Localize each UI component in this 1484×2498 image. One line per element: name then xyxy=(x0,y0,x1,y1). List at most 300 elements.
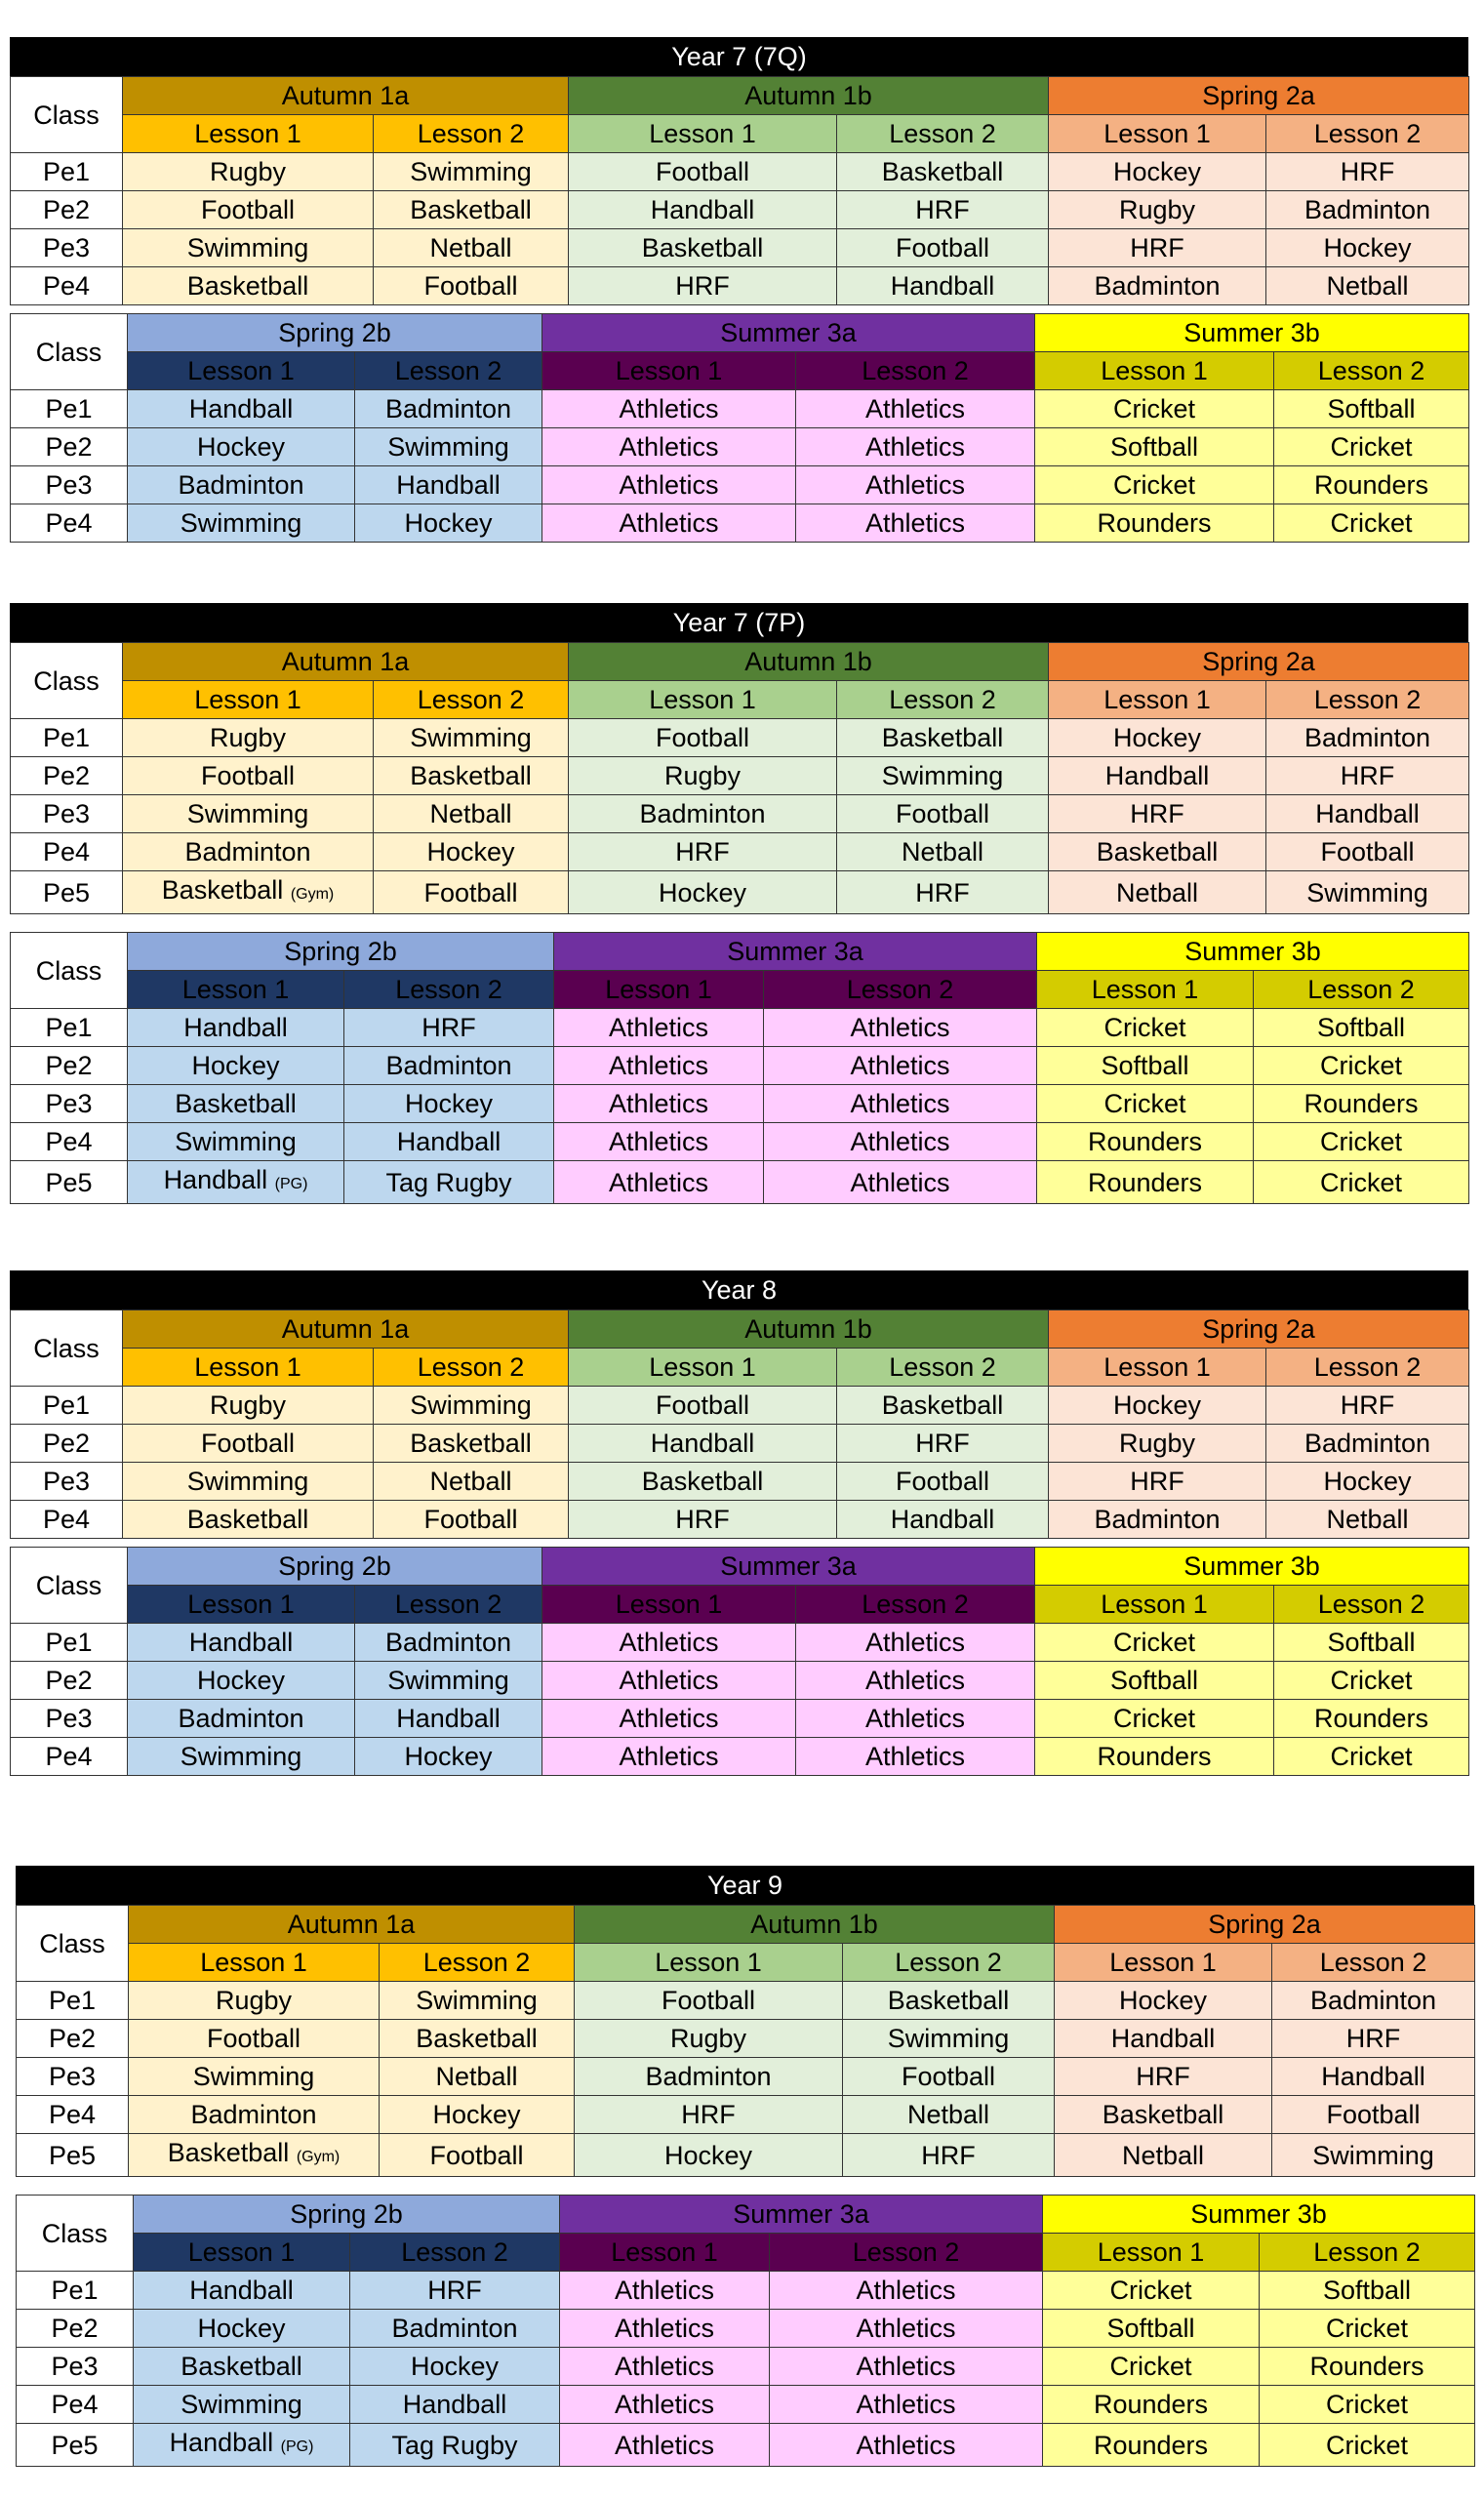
activity-cell: Softball xyxy=(1274,390,1469,428)
lesson-header: Lesson 2 xyxy=(374,681,569,719)
term-header: Spring 2b xyxy=(134,2196,560,2234)
timetable-year7q xyxy=(10,37,1468,543)
activity-cell: Softball xyxy=(1260,2272,1475,2310)
activity-cell: Rounders xyxy=(1274,466,1469,504)
activity-cell: Hockey xyxy=(1049,153,1266,191)
activity-cell: Badminton xyxy=(1272,1982,1475,2020)
activity-cell: Badminton xyxy=(1266,191,1469,229)
activity-cell: Athletics xyxy=(764,1123,1037,1161)
table-row xyxy=(11,1425,1469,1463)
activity-cell: Swimming xyxy=(837,757,1049,795)
activity-cell: Football xyxy=(569,1387,837,1425)
activity-cell: Badminton xyxy=(1266,1425,1469,1463)
table-row xyxy=(11,757,1469,795)
activity-cell: Basketball xyxy=(843,1982,1055,2020)
activity-cell: Netball xyxy=(1266,267,1469,305)
table-row xyxy=(11,191,1469,229)
activity-cell: Hockey xyxy=(575,2134,843,2177)
activity-cell: Basketball xyxy=(374,191,569,229)
table-row xyxy=(17,2310,1475,2348)
activity-name: Handball xyxy=(169,2428,274,2457)
activity-cell: Softball xyxy=(1274,1624,1469,1662)
class-header: Class xyxy=(17,2196,134,2272)
class-label: Pe2 xyxy=(17,2310,134,2348)
lesson-header: Lesson 1 xyxy=(123,681,374,719)
activity-cell: Handball xyxy=(569,1425,837,1463)
activity-cell: Swimming xyxy=(123,795,374,833)
table-row xyxy=(11,1161,1469,1204)
activity-cell: Handball xyxy=(350,2386,560,2424)
activity-cell: Hockey xyxy=(355,1738,542,1776)
lesson-header: Lesson 2 xyxy=(796,352,1035,390)
class-label: Pe2 xyxy=(11,191,123,229)
activity-cell: Athletics xyxy=(542,1738,796,1776)
timetable-year8 xyxy=(10,1270,1468,1776)
table-row xyxy=(11,267,1469,305)
class-label: Pe5 xyxy=(17,2424,134,2467)
timetable-part-2 xyxy=(10,1547,1469,1776)
class-label: Pe4 xyxy=(17,2386,134,2424)
activity-cell: Swimming xyxy=(128,1123,344,1161)
class-label: Pe3 xyxy=(11,466,128,504)
lesson-header: Lesson 2 xyxy=(1254,971,1469,1009)
activity-cell: Hockey xyxy=(569,871,837,914)
activity-cell: Athletics xyxy=(796,466,1035,504)
activity-cell: Hockey xyxy=(134,2310,350,2348)
activity-cell: Cricket xyxy=(1035,390,1274,428)
activity-cell: Athletics xyxy=(560,2424,770,2467)
lesson-header: Lesson 1 xyxy=(134,2234,350,2272)
activity-cell: Athletics xyxy=(560,2348,770,2386)
term-header: Summer 3b xyxy=(1043,2196,1475,2234)
activity-cell: Badminton xyxy=(355,390,542,428)
activity-cell: Rounders xyxy=(1254,1085,1469,1123)
activity-cell: Athletics xyxy=(770,2310,1043,2348)
activity-cell: Athletics xyxy=(764,1085,1037,1123)
activity-cell: Swimming xyxy=(128,504,355,543)
activity-cell: Softball xyxy=(1035,1662,1274,1700)
activity-cell: Football xyxy=(123,1425,374,1463)
lesson-header: Lesson 1 xyxy=(128,971,344,1009)
venue-note: (Gym) xyxy=(296,2149,341,2165)
timetable-year7p xyxy=(10,603,1468,1204)
class-label: Pe5 xyxy=(11,1161,128,1204)
activity-cell: Swimming xyxy=(129,2058,380,2096)
activity-cell: Rounders xyxy=(1035,1738,1274,1776)
lesson-header: Lesson 1 xyxy=(554,971,764,1009)
activity-cell: Cricket xyxy=(1254,1123,1469,1161)
lesson-header: Lesson 1 xyxy=(128,1586,355,1624)
activity-cell: Rugby xyxy=(575,2020,843,2058)
activity-cell: HRF xyxy=(1049,1463,1266,1501)
lesson-header: Lesson 2 xyxy=(374,1349,569,1387)
activity-cell: Basketball xyxy=(123,1501,374,1539)
venue-note: (Gym) xyxy=(290,886,335,903)
table-row xyxy=(11,719,1469,757)
class-label: Pe4 xyxy=(11,504,128,543)
activity-cell: Handball xyxy=(344,1123,554,1161)
activity-cell: HRF xyxy=(1266,153,1469,191)
term-header: Autumn 1a xyxy=(129,1906,575,1944)
term-header: Autumn 1b xyxy=(575,1906,1055,1944)
activity-cell: Softball xyxy=(1254,1009,1469,1047)
activity-cell: Athletics xyxy=(796,390,1035,428)
activity-cell: Handball xyxy=(134,2272,350,2310)
table-row xyxy=(11,1085,1469,1123)
activity-cell: Badminton xyxy=(123,833,374,871)
activity-cell: Athletics xyxy=(796,1700,1035,1738)
class-label: Pe5 xyxy=(11,871,123,914)
activity-cell: Handball xyxy=(837,267,1049,305)
class-header: Class xyxy=(17,1906,129,1982)
activity-cell: Rugby xyxy=(1049,191,1266,229)
activity-cell: Badminton xyxy=(344,1047,554,1085)
activity-cell: Athletics xyxy=(542,428,796,466)
term-header: Summer 3a xyxy=(542,1548,1035,1586)
term-header: Autumn 1b xyxy=(569,643,1049,681)
activity-cell: Athletics xyxy=(796,428,1035,466)
activity-cell: Hockey xyxy=(350,2348,560,2386)
activity-cell: Basketball xyxy=(1055,2096,1272,2134)
activity-cell: Football xyxy=(843,2058,1055,2096)
table-row xyxy=(17,1982,1475,2020)
class-label: Pe3 xyxy=(17,2348,134,2386)
activity-cell: Football xyxy=(374,267,569,305)
activity-cell: Cricket xyxy=(1260,2424,1475,2467)
lesson-header: Lesson 2 xyxy=(837,115,1049,153)
table-row xyxy=(11,153,1469,191)
activity-cell: Handball xyxy=(837,1501,1049,1539)
table-row xyxy=(17,2058,1475,2096)
lesson-header: Lesson 2 xyxy=(837,1349,1049,1387)
lesson-header: Lesson 1 xyxy=(123,115,374,153)
class-header: Class xyxy=(11,643,123,719)
class-label: Pe4 xyxy=(11,1123,128,1161)
table-row xyxy=(17,2272,1475,2310)
table-row xyxy=(11,871,1469,914)
activity-cell: Cricket xyxy=(1043,2348,1260,2386)
lesson-header: Lesson 2 xyxy=(344,971,554,1009)
lesson-header: Lesson 2 xyxy=(1274,1586,1469,1624)
activity-cell: Badminton xyxy=(575,2058,843,2096)
activity-cell: Basketball xyxy=(128,1085,344,1123)
activity-cell: Athletics xyxy=(542,1700,796,1738)
activity-cell: Swimming xyxy=(374,1387,569,1425)
activity-cell: Swimming xyxy=(123,229,374,267)
activity-cell: Netball xyxy=(837,833,1049,871)
venue-note: (PG) xyxy=(274,1176,308,1192)
table-row xyxy=(11,1700,1469,1738)
lesson-header: Lesson 2 xyxy=(1272,1944,1475,1982)
activity-cell: Athletics xyxy=(554,1123,764,1161)
activity-cell: Badminton xyxy=(128,1700,355,1738)
lesson-header: Lesson 2 xyxy=(770,2234,1043,2272)
table-row xyxy=(11,1123,1469,1161)
activity-cell: Handball xyxy=(355,466,542,504)
lesson-header: Lesson 2 xyxy=(1266,681,1469,719)
activity-cell: Football xyxy=(374,1501,569,1539)
table-row xyxy=(11,1387,1469,1425)
timetable-part-1 xyxy=(10,76,1469,305)
timetable-part-1 xyxy=(16,1905,1475,2177)
activity-cell: HRF xyxy=(1272,2020,1475,2058)
lesson-header: Lesson 1 xyxy=(129,1944,380,1982)
activity-cell: Hockey xyxy=(1055,1982,1272,2020)
activity-cell: Athletics xyxy=(554,1047,764,1085)
activity-cell: Handball xyxy=(1266,795,1469,833)
activity-cell: Athletics xyxy=(542,1624,796,1662)
activity-cell: HRF xyxy=(575,2096,843,2134)
activity-cell: Badminton xyxy=(129,2096,380,2134)
activity-cell: Hockey xyxy=(1049,1387,1266,1425)
activity-cell: Hockey xyxy=(380,2096,575,2134)
activity-cell: Athletics xyxy=(796,504,1035,543)
activity-cell: HRF xyxy=(843,2134,1055,2177)
activity-cell: Netball xyxy=(1266,1501,1469,1539)
term-header: Summer 3b xyxy=(1035,1548,1469,1586)
activity-cell: Swimming xyxy=(374,719,569,757)
activity-cell: Football xyxy=(569,153,837,191)
table-row xyxy=(11,466,1469,504)
activity-cell: Hockey xyxy=(128,1662,355,1700)
activity-cell: Cricket xyxy=(1274,1662,1469,1700)
activity-cell: Netball xyxy=(374,1463,569,1501)
activity-cell: Football xyxy=(1266,833,1469,871)
lesson-header: Lesson 2 xyxy=(1260,2234,1475,2272)
term-header: Spring 2b xyxy=(128,314,542,352)
lesson-header: Lesson 1 xyxy=(1055,1944,1272,1982)
activity-cell: Basketball xyxy=(569,229,837,267)
lesson-header: Lesson 2 xyxy=(764,971,1037,1009)
table-row xyxy=(11,1738,1469,1776)
activity-cell: Basketball xyxy=(374,757,569,795)
activity-cell: Basketball xyxy=(123,267,374,305)
table-row xyxy=(17,2386,1475,2424)
lesson-header: Lesson 1 xyxy=(569,1349,837,1387)
class-label: Pe1 xyxy=(17,2272,134,2310)
activity-cell: Cricket xyxy=(1254,1161,1469,1204)
activity-cell: Football xyxy=(575,1982,843,2020)
term-header: Spring 2a xyxy=(1049,77,1469,115)
activity-cell: Athletics xyxy=(560,2310,770,2348)
lesson-header: Lesson 2 xyxy=(837,681,1049,719)
activity-cell: Athletics xyxy=(554,1009,764,1047)
class-label: Pe3 xyxy=(17,2058,129,2096)
table-row xyxy=(17,2348,1475,2386)
activity-cell: Netball xyxy=(1055,2134,1272,2177)
lesson-header: Lesson 1 xyxy=(575,1944,843,1982)
activity-cell: HRF xyxy=(350,2272,560,2310)
table-row xyxy=(11,1501,1469,1539)
table-row xyxy=(11,428,1469,466)
class-header: Class xyxy=(11,933,128,1009)
activity-cell: Cricket xyxy=(1260,2310,1475,2348)
table-row xyxy=(11,390,1469,428)
activity-cell: Football xyxy=(1272,2096,1475,2134)
activity-cell: HRF xyxy=(1266,1387,1469,1425)
activity-cell: Cricket xyxy=(1274,504,1469,543)
term-header: Spring 2a xyxy=(1049,643,1469,681)
activity-cell: HRF xyxy=(569,833,837,871)
activity-cell: Cricket xyxy=(1274,1738,1469,1776)
timetable-part-2 xyxy=(16,2195,1475,2467)
activity-cell: Basketball xyxy=(837,719,1049,757)
class-label: Pe2 xyxy=(11,1425,123,1463)
activity-cell: Athletics xyxy=(796,1738,1035,1776)
lesson-header: Lesson 1 xyxy=(1049,115,1266,153)
activity-cell: Cricket xyxy=(1037,1009,1254,1047)
lesson-header: Lesson 1 xyxy=(1035,352,1274,390)
activity-cell: Badminton xyxy=(569,795,837,833)
class-header: Class xyxy=(11,314,128,390)
activity-cell: Basketball xyxy=(1049,833,1266,871)
activity-cell: Netball xyxy=(843,2096,1055,2134)
term-header: Summer 3b xyxy=(1037,933,1469,971)
activity-cell: Rounders xyxy=(1274,1700,1469,1738)
class-label: Pe4 xyxy=(11,1501,123,1539)
activity-cell: Cricket xyxy=(1035,1624,1274,1662)
activity-cell: Basketball xyxy=(134,2348,350,2386)
class-header: Class xyxy=(11,77,123,153)
activity-cell: Handball xyxy=(569,191,837,229)
activity-cell: HRF xyxy=(837,191,1049,229)
activity-cell: Softball xyxy=(1037,1047,1254,1085)
activity-cell: Cricket xyxy=(1254,1047,1469,1085)
timetable-part-1 xyxy=(10,642,1469,914)
term-header: Autumn 1a xyxy=(123,643,569,681)
activity-cell: Badminton xyxy=(1049,267,1266,305)
activity-cell: Athletics xyxy=(560,2272,770,2310)
activity-cell: HRF xyxy=(569,267,837,305)
activity-cell: Football xyxy=(380,2134,575,2177)
activity-cell: Rugby xyxy=(129,1982,380,2020)
lesson-header: Lesson 1 xyxy=(542,1586,796,1624)
activity-cell: Athletics xyxy=(764,1047,1037,1085)
activity-cell: Athletics xyxy=(560,2386,770,2424)
activity-cell: HRF xyxy=(1049,795,1266,833)
activity-cell: Rounders xyxy=(1043,2386,1260,2424)
activity-cell: Swimming xyxy=(134,2386,350,2424)
activity-name: Handball xyxy=(163,1165,268,1194)
lesson-header: Lesson 1 xyxy=(1049,1349,1266,1387)
activity-cell: Rugby xyxy=(123,719,374,757)
term-header: Spring 2b xyxy=(128,1548,542,1586)
activity-cell: Football xyxy=(837,229,1049,267)
activity-cell: Badminton xyxy=(128,466,355,504)
class-header: Class xyxy=(11,1310,123,1387)
lesson-header: Lesson 1 xyxy=(1035,1586,1274,1624)
lesson-header: Lesson 1 xyxy=(128,352,355,390)
activity-cell: Basketball xyxy=(837,153,1049,191)
activity-cell: Athletics xyxy=(796,1662,1035,1700)
activity-cell: HRF xyxy=(837,871,1049,914)
table-row xyxy=(11,504,1469,543)
activity-cell: Handball xyxy=(1272,2058,1475,2096)
activity-cell: HRF xyxy=(1266,757,1469,795)
activity-cell: Swimming xyxy=(380,1982,575,2020)
activity-cell: Badminton xyxy=(1049,1501,1266,1539)
lesson-header: Lesson 2 xyxy=(1274,352,1469,390)
activity-cell: Basketball xyxy=(837,1387,1049,1425)
class-label: Pe4 xyxy=(11,267,123,305)
activity-cell: HRF xyxy=(1055,2058,1272,2096)
lesson-header: Lesson 2 xyxy=(796,1586,1035,1624)
activity-cell: Athletics xyxy=(764,1161,1037,1204)
activity-cell: Swimming xyxy=(355,428,542,466)
activity-cell: Athletics xyxy=(770,2386,1043,2424)
class-label: Pe2 xyxy=(11,1047,128,1085)
activity-cell: Badminton xyxy=(350,2310,560,2348)
activity-cell: Softball xyxy=(1043,2310,1260,2348)
lesson-header: Lesson 1 xyxy=(569,681,837,719)
activity-cell xyxy=(134,2424,350,2467)
activity-cell: Football xyxy=(129,2020,380,2058)
activity-name: Basketball xyxy=(167,2138,290,2167)
activity-cell: Cricket xyxy=(1035,1700,1274,1738)
timetable-title: Year 7 (7P) xyxy=(10,603,1468,642)
lesson-header: Lesson 2 xyxy=(843,1944,1055,1982)
activity-cell: Hockey xyxy=(1266,229,1469,267)
activity-cell: Cricket xyxy=(1035,466,1274,504)
activity-cell: Handball xyxy=(1049,757,1266,795)
table-row xyxy=(11,229,1469,267)
activity-cell: HRF xyxy=(837,1425,1049,1463)
lesson-header: Lesson 1 xyxy=(1037,971,1254,1009)
term-header: Summer 3b xyxy=(1035,314,1469,352)
class-header: Class xyxy=(11,1548,128,1624)
activity-cell: Cricket xyxy=(1043,2272,1260,2310)
term-header: Spring 2b xyxy=(128,933,554,971)
activity-cell: Badminton xyxy=(355,1624,542,1662)
activity-cell: Football xyxy=(837,1463,1049,1501)
activity-cell xyxy=(129,2134,380,2177)
activity-cell: Swimming xyxy=(1266,871,1469,914)
table-row xyxy=(11,1047,1469,1085)
activity-cell: Football xyxy=(123,191,374,229)
activity-cell: Swimming xyxy=(843,2020,1055,2058)
class-label: Pe4 xyxy=(17,2096,129,2134)
table-row xyxy=(17,2020,1475,2058)
activity-cell: Athletics xyxy=(542,466,796,504)
class-label: Pe3 xyxy=(11,795,123,833)
activity-cell: HRF xyxy=(344,1009,554,1047)
term-header: Spring 2a xyxy=(1049,1310,1469,1349)
activity-cell: Tag Rugby xyxy=(350,2424,560,2467)
activity-cell: HRF xyxy=(569,1501,837,1539)
activity-cell: Athletics xyxy=(770,2424,1043,2467)
lesson-header: Lesson 1 xyxy=(1043,2234,1260,2272)
activity-cell: Handball xyxy=(128,390,355,428)
timetable-part-2 xyxy=(10,932,1469,1204)
class-label: Pe4 xyxy=(11,833,123,871)
lesson-header: Lesson 2 xyxy=(1266,115,1469,153)
class-label: Pe2 xyxy=(11,428,128,466)
activity-cell: Handball xyxy=(128,1009,344,1047)
venue-note: (PG) xyxy=(280,2438,314,2455)
table-row xyxy=(11,1463,1469,1501)
lesson-header: Lesson 1 xyxy=(123,1349,374,1387)
class-label: Pe3 xyxy=(11,229,123,267)
class-label: Pe1 xyxy=(11,1624,128,1662)
lesson-header: Lesson 2 xyxy=(374,115,569,153)
activity-cell: Football xyxy=(374,871,569,914)
activity-cell: Athletics xyxy=(542,1662,796,1700)
lesson-header: Lesson 2 xyxy=(380,1944,575,1982)
activity-cell: Hockey xyxy=(128,428,355,466)
activity-cell: Athletics xyxy=(542,390,796,428)
class-label: Pe2 xyxy=(11,757,123,795)
activity-cell: Athletics xyxy=(770,2348,1043,2386)
